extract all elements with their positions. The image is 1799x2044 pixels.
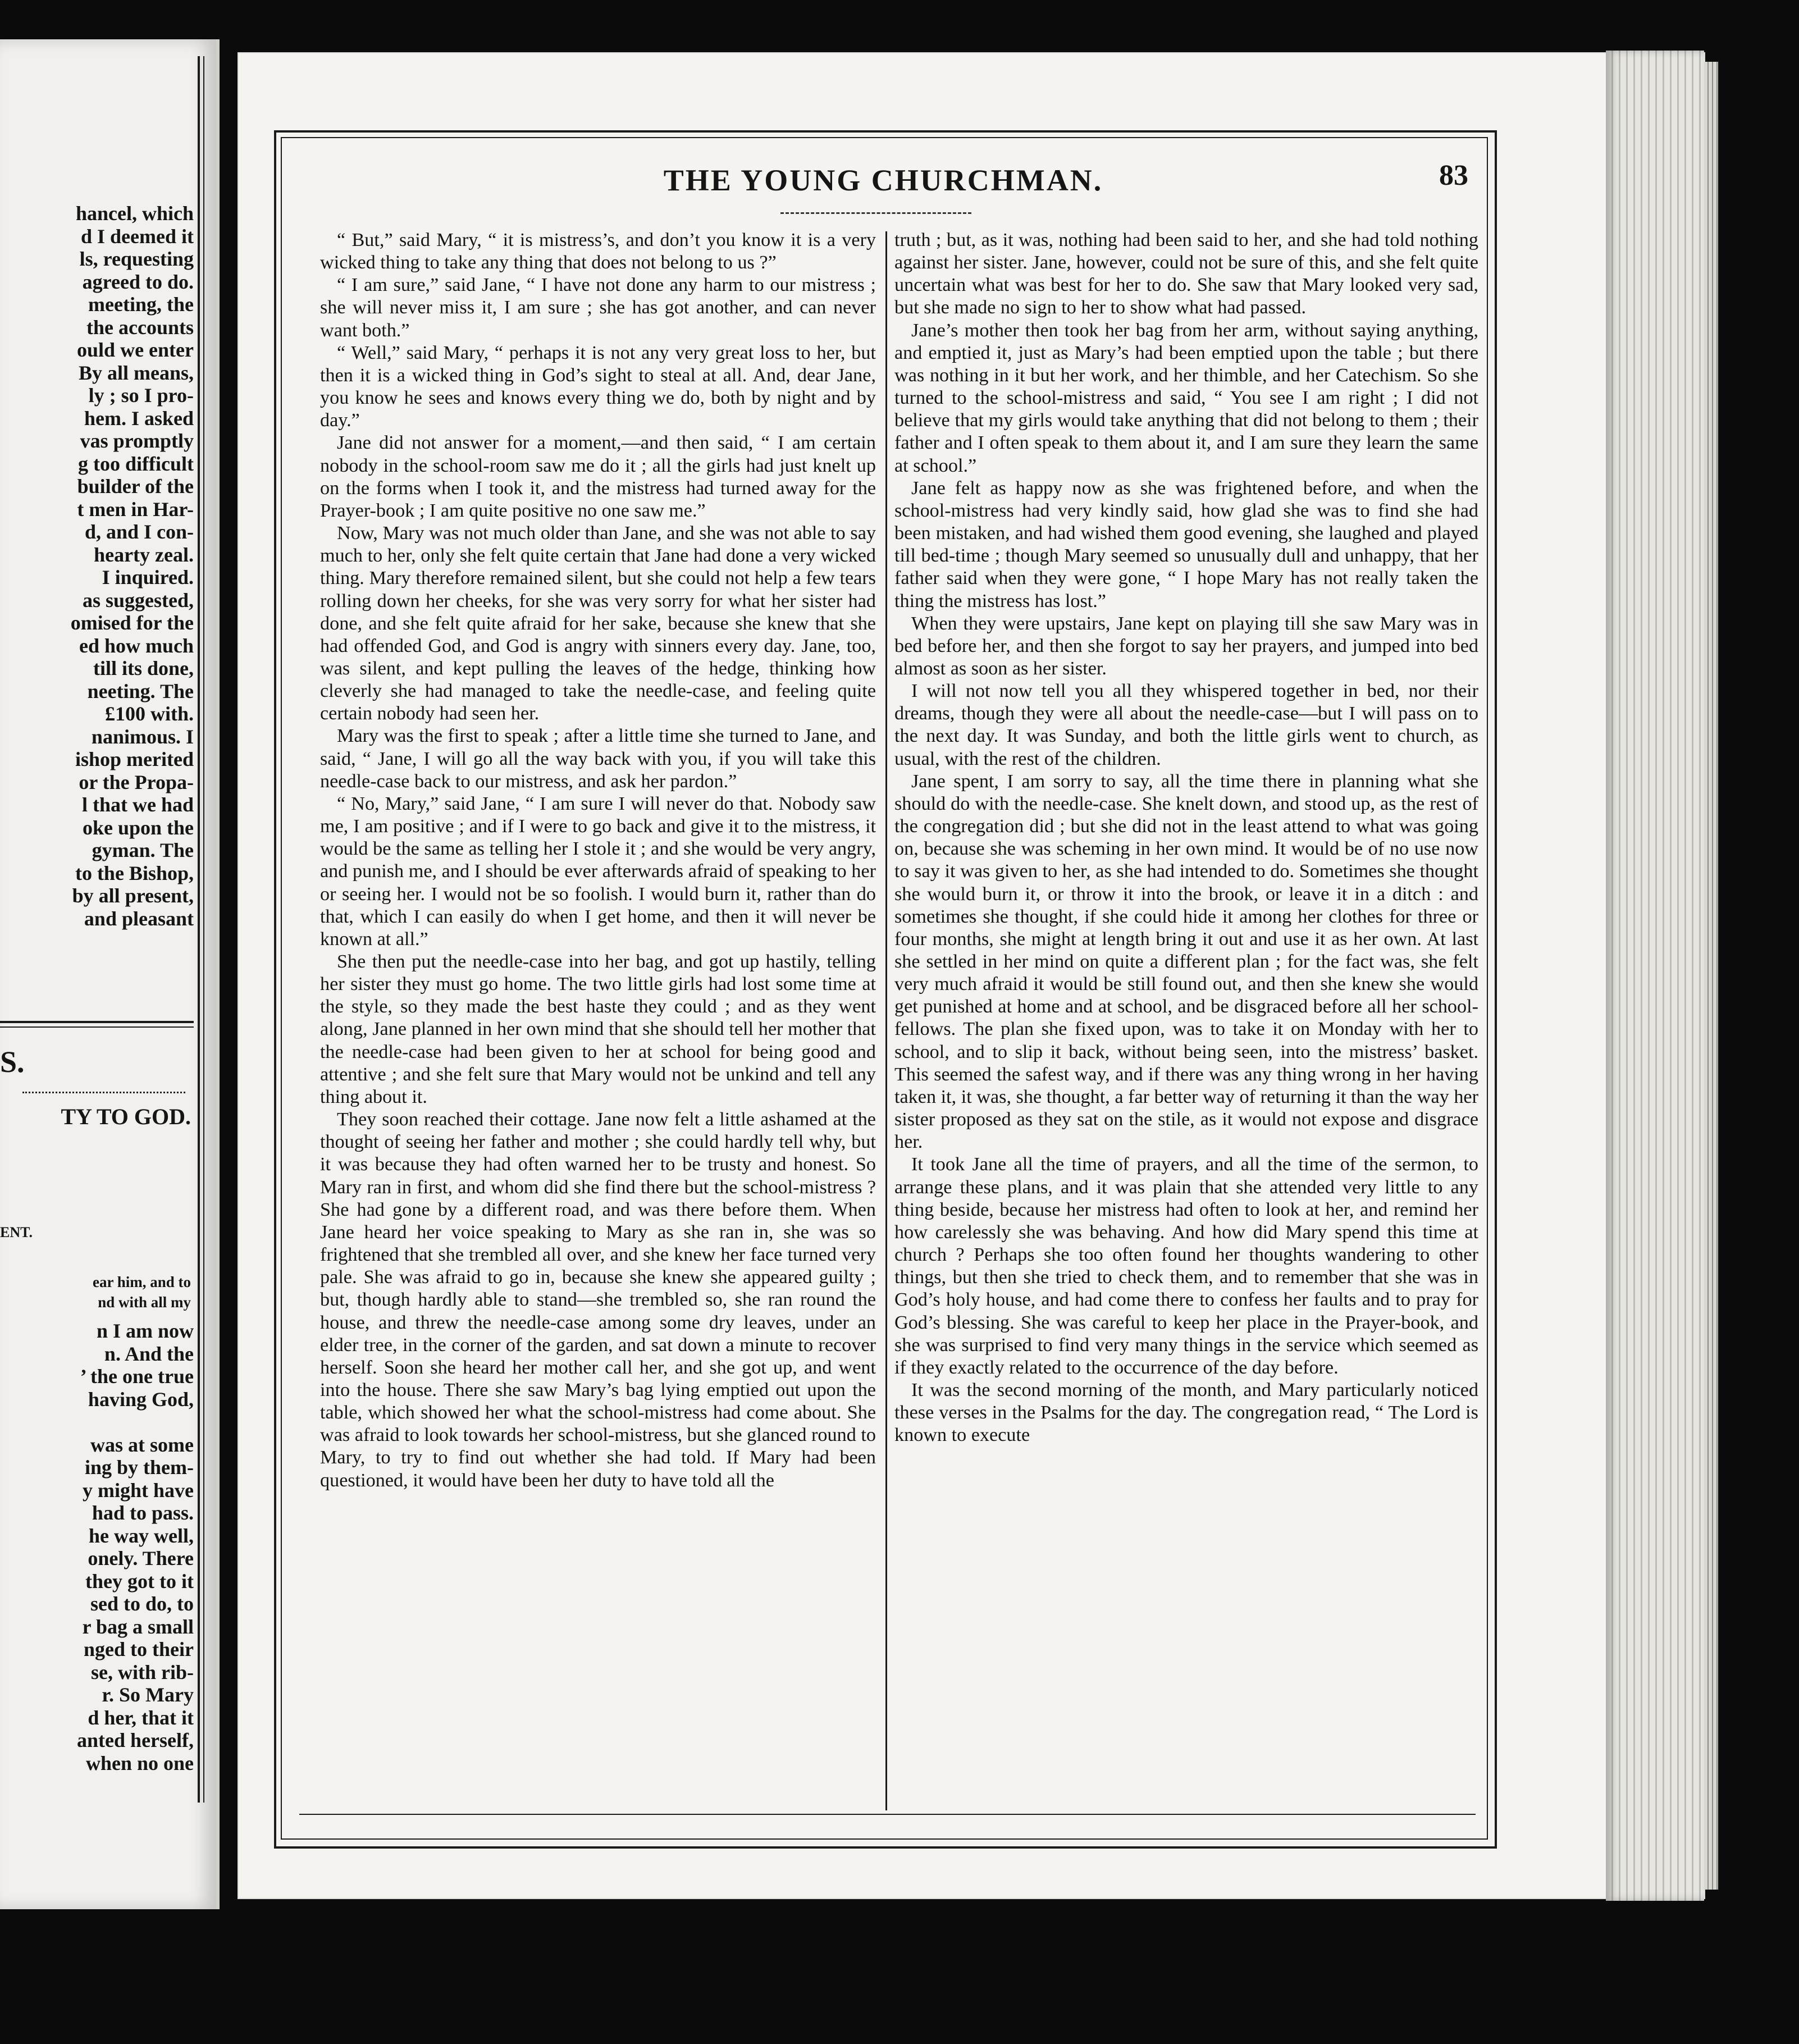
previous-page-line: anted herself, xyxy=(77,1729,194,1751)
previous-page-heading: S. xyxy=(0,1045,25,1079)
running-head-title: THE YOUNG CHURCHMAN. xyxy=(663,163,1103,197)
previous-page-line: hancel, which xyxy=(75,202,194,225)
previous-page-line: d I deemed it xyxy=(81,225,194,248)
paragraph: truth ; but, as it was, nothing had been said to her, and she had told nothing against her sister. Jane, however, could not be sure of this, and she felt quite uncertain what was best for her to do. She saw that Mary looked very sad, but she made no sign to her to show what had passed. xyxy=(894,230,1478,318)
previous-page-line: ear him, and to xyxy=(92,1274,191,1290)
paragraph: “ But,” said Mary, “ it is mistress’s, and don’t you know it is a very wicked thing to take any thing that does not belong to us ?” xyxy=(320,230,876,273)
previous-page-small-heading: ENT. xyxy=(0,1224,33,1240)
previous-page-line: d, and I con- xyxy=(84,521,194,543)
previous-page-line: builder of the xyxy=(77,475,194,498)
previous-page-line: r bag a small xyxy=(82,1615,194,1638)
previous-page-line: l that we had xyxy=(81,793,194,816)
previous-page-line: or the Propa- xyxy=(79,770,194,793)
previous-page-line: as suggested, xyxy=(82,588,194,612)
previous-page-line: n I am now xyxy=(96,1320,194,1342)
paragraph: “ No, Mary,” said Jane, “ I am sure I will never do that. Nobody saw me, I am positive ; and if I were to go back and give it to the mistress, it would be the same as telling her I stole it ; and she would be very angry, and punish me, and I should be ever afterwards afraid of speaking to her or seeing her. I would not be so foolish. I would burn it, rather than do that, which I can easily do when I get home, and then it will never be known at all.” xyxy=(320,793,876,950)
previous-page-line: till its done, xyxy=(93,657,194,679)
previous-page-line: hem. I asked xyxy=(84,407,194,430)
left-text-column xyxy=(320,229,876,1492)
previous-page-line: ing by them- xyxy=(84,1456,194,1479)
previous-page-line: By all means, xyxy=(78,361,194,384)
previous-page-epigraph xyxy=(0,1272,191,1312)
previous-page-divider xyxy=(0,1021,194,1023)
paragraph: Jane spent, I am sorry to say, all the time there in planning what she should do with the needle-case. She knelt down, and stood up, as the rest of the congregation did ; but she did not in the least attend to what was going on, because she was scheming in her own mind. It would be of no use now to say it was given to her, as she had intended to do. Sometimes she thought she would burn it, or throw it into the brook, or leave it in a ditch : and sometimes she thought, if she could hide it among her clothes for three or four months, she might at length bring it out and use it as her own. At last she settled in her mind on quite a different plan ; for the fact was, she felt very much afraid it would be still found out, and then she knew she would get punished at home and at school, and be disgraced before all her school-fellows. The plan she fixed upon, was to take it on Monday with her to school, and to slip it back, without being seen, into the mistress’ basket. This seemed the safest way, and if there was any thing wrong in her having taken it, it was, she thought, a far better way of returning it than the way her sister proposed as they sat on the stile, as it would not expose and disgrace her. xyxy=(894,770,1478,1153)
previous-page-line: t men in Har- xyxy=(77,498,194,521)
page-stack-edges-outer xyxy=(1704,62,1718,1890)
previous-page-line: vas promptly xyxy=(80,430,194,452)
page-number: 83 xyxy=(1439,159,1468,191)
previous-page-line: se, with rib- xyxy=(91,1660,194,1683)
previous-page-line: oke upon the xyxy=(82,816,194,839)
previous-page-divider-thin xyxy=(0,1026,194,1028)
paragraph: Mary was the first to speak ; after a little time she turned to Jane, and said, “ Jane, I will go all the way back with you, if you will take this needle-case back to our mistress, and ask her pardon.” xyxy=(320,726,876,792)
paragraph: Now, Mary was not much older than Jane, and she was not able to say much to her, only she felt quite certain that Jane had done a very wicked thing. Mary therefore remained silent, but she could not help a few tears rolling down her cheeks, for she was very sorry for what her sister had done, and she felt quite afraid for her sake, because she knew that she had offended God, and God is angry with sinners every day. Jane, too, was silent, and kept pulling the leaves of the hedge, thinking how cleverly she had managed to take the needle-case, and feeling quite certain nobody had seen her. xyxy=(320,523,876,724)
previous-page-line: g too difficult xyxy=(78,452,194,475)
previous-page-line: onely. There xyxy=(88,1547,194,1570)
paragraph: Jane’s mother then took her bag from her arm, without saying anything, and emptied it, just as Mary’s had been emptied upon the table ; but there was nothing in it but her work, and her thimble, and her Catechism. So she turned to the school-mistress and said, “ You see I am right ; I did not believe that my girls would take anything that did not belong to them ; their father and I often speak to them about it, and I am sure they learn the same at school.” xyxy=(894,320,1478,476)
paragraph: It was the second morning of the month, and Mary particularly noticed these verses in the Psalms for the day. The congregation read, “ The Lord is known to execute xyxy=(894,1379,1478,1446)
previous-page-fragment xyxy=(0,39,220,1909)
paragraph: Jane did not answer for a moment,—and then said, “ I am certain nobody in the school-room saw me do it ; all the girls had just knelt up on the forms when I took it, and the mistress had turned away for the Prayer-book ; I am quite positive no one saw me.” xyxy=(320,432,876,521)
previous-page-line: ould we enter xyxy=(77,339,194,361)
header-ornament xyxy=(780,207,971,214)
previous-page-line: I inquired. xyxy=(102,566,194,588)
previous-page-line: nd with all my xyxy=(98,1294,191,1311)
previous-page-line xyxy=(0,1411,194,1434)
previous-page-line: sed to do, to xyxy=(90,1593,194,1615)
previous-page-line: gyman. The xyxy=(92,839,194,861)
previous-page-line: to the Bishop, xyxy=(75,861,194,884)
previous-page-line: the accounts xyxy=(86,316,194,339)
previous-page-line: d her, that it xyxy=(88,1706,194,1729)
paragraph: I will not now tell you all they whispered together in bed, nor their dreams, though they were all about the needle-case—but I will pass on to the next day. It was Sunday, and both the little girls went to church, as usual, with the rest of the children. xyxy=(894,681,1478,769)
previous-page-line: y might have xyxy=(83,1479,194,1502)
column-rule xyxy=(885,231,887,1810)
right-text-column xyxy=(894,229,1478,1447)
previous-page-border-inner xyxy=(203,56,204,1803)
previous-page-line: was at some xyxy=(90,1433,194,1456)
previous-page-line: nged to their xyxy=(84,1638,194,1660)
previous-page-line: meeting, the xyxy=(88,293,194,316)
previous-page-line: £100 with. xyxy=(104,702,194,725)
previous-page-line: had to pass. xyxy=(92,1502,194,1524)
previous-page-line: r. So Mary xyxy=(102,1683,194,1706)
previous-page-line: neeting. The xyxy=(87,679,194,702)
previous-page-text-top xyxy=(0,202,194,930)
page-stack-edges xyxy=(1606,51,1704,1901)
bottom-rule xyxy=(299,1814,1476,1815)
paragraph: “ Well,” said Mary, “ perhaps it is not any very great loss to her, but then it is a wicked thing in God’s sight to steal at all. And, dear Jane, you know he sees and knows every thing we do, both by night and by day.” xyxy=(320,342,876,431)
paragraph: Jane felt as happy now as she was frightened before, and when the school-mistress had very kindly said, how glad she was to find she had been mistaken, and had wished them good evening, she laughed and played till bed-time ; though Mary seemed so unusually dull and unhappy, that her father said when they were gone, “ I hope Mary has not really taken the thing the mistress has lost.” xyxy=(894,477,1478,612)
previous-page-line: when no one xyxy=(85,1751,194,1774)
previous-page-line: omised for the xyxy=(70,612,194,634)
previous-page-line: and pleasant xyxy=(84,907,194,930)
paragraph: It took Jane all the time of prayers, and all the time of the sermon, to arrange these plans, and it was plain that she attended very little to any thing beside, because her mistress had often to look at her, and remind her how carelessly she was behaving. And how did Mary spend this time at church ? Perhaps she too often found her thoughts wandering to other things, but then she tried to check them, and to remember that she was in God’s holy house, and had come there to confess her faults and to pray for God’s blessing. She was careful to keep her place in the Prayer-book, and she was surprised to find very many things in the service which seemed as if they exactly related to the occurrence of the day before. xyxy=(894,1154,1478,1378)
previous-page-line: they got to it xyxy=(85,1570,194,1593)
previous-page-text-bottom xyxy=(0,1320,194,1774)
previous-page-line: agreed to do. xyxy=(82,270,194,293)
previous-page-line: having God, xyxy=(88,1388,194,1411)
previous-page-line: ed how much xyxy=(79,634,194,657)
previous-page-line: ls, requesting xyxy=(79,248,194,270)
previous-page-line: n. And the xyxy=(104,1342,194,1365)
previous-page-line: he way well, xyxy=(89,1524,194,1547)
previous-page-line: ’ the one true xyxy=(80,1365,194,1388)
previous-page-subheading: TY TO GOD. xyxy=(61,1104,191,1129)
previous-page-line: hearty zeal. xyxy=(94,543,194,566)
previous-page-line: ly ; so I pro- xyxy=(88,384,194,407)
previous-page-line: ishop merited xyxy=(75,748,194,770)
paragraph: They soon reached their cottage. Jane now felt a little ashamed at the thought of seeing her father and mother ; she could hardly tell why, but it was because they had often warned her to be trusty and honest. So Mary ran in first, and whom did she find there but the school-mistress ? She had gone by a different road, and was there before them. When Jane heard her voice speaking to Mary as she ran in, she was so frightened that she trembled all over, and she knew her face turned very pale. She was afraid to go in, because she knew she appeared guilty ; but, though hardly able to stand—she trembled so, she ran round the house, and threw the needle-case among some dry leaves, under an elder tree, in the corner of the garden, and sat down a minute to recover herself. Soon she heard her mother call her, and she got up, and went into the house. There she saw Mary’s bag lying emptied out upon the table, which showed her what the school-mistress had come about. She was afraid to look towards her school-mistress, but she glanced round to Mary, to try to find out whether she had told. If Mary had been questioned, it would have been her duty to have told all the xyxy=(320,1109,876,1491)
previous-page-line: nanimous. I xyxy=(91,725,194,748)
previous-page-line: by all present, xyxy=(72,884,194,907)
paragraph: When they were upstairs, Jane kept on playing till she saw Mary was in bed before her, and then she forgot to say her prayers, and jumped into bed almost as soon as her sister. xyxy=(894,613,1478,679)
paragraph: “ I am sure,” said Jane, “ I have not done any harm to our mistress ; she will never miss it, I am sure ; she has got another, and can never want both.” xyxy=(320,275,876,341)
previous-page-ornament xyxy=(22,1084,185,1093)
previous-page-border xyxy=(198,56,200,1803)
paragraph: She then put the needle-case into her bag, and got up hastily, telling her sister they must go home. The two little girls had lost some time at the style, so they made the best haste they could ; and as they went along, Jane planned in her own mind that she should tell her mother that the needle-case had been given to her at school for being good and attentive ; and she felt sure that Mary would not be unkind and tell any thing about it. xyxy=(320,951,876,1107)
